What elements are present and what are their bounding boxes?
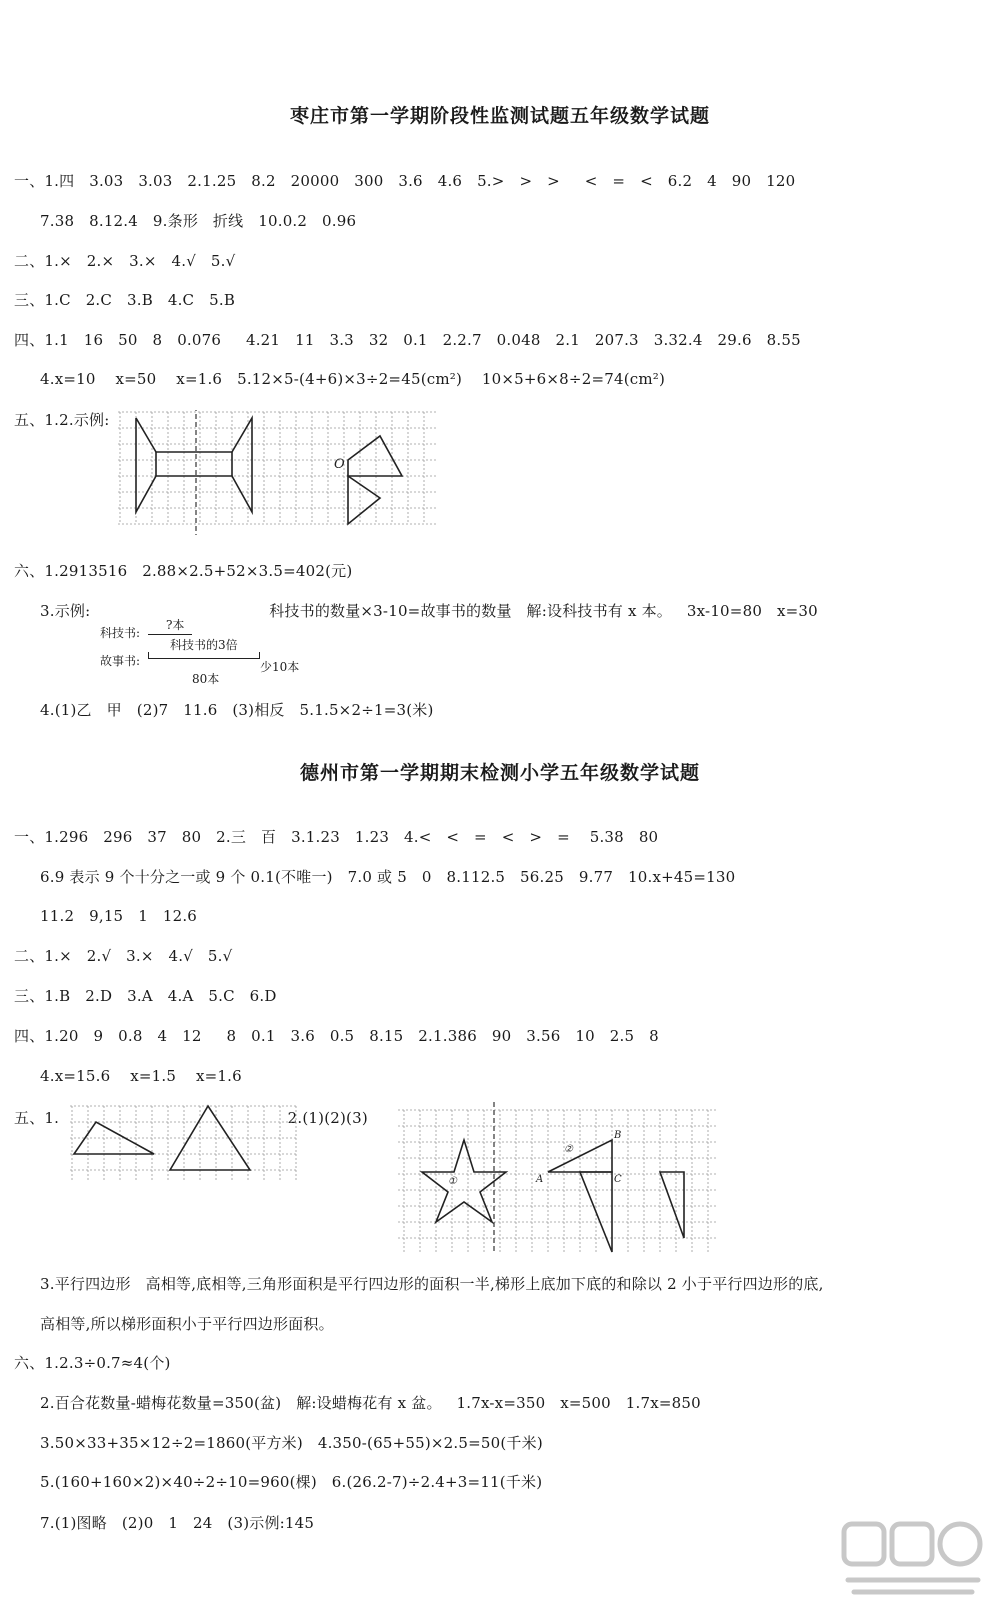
diagram-book1-bar — [148, 634, 192, 635]
section2-title: 德州市第一学期期末检测小学五年级数学试题 — [299, 762, 700, 784]
s2-point-a-label: A — [536, 1174, 544, 1185]
s2-line-15: 7.(1)图略 (2)0 1 24 (3)示例:145 — [40, 1514, 315, 1532]
s2-star-figure — [398, 1102, 718, 1254]
diagram-book2-bar — [148, 652, 260, 659]
s1-line-1: 一、1.四 3.03 3.03 2.1.25 8.2 20000 300 3.6 4.6 5.> > > < = < 6.2 4 90 120 — [14, 172, 796, 190]
s2-line-7: 4.x=15.6 x=1.5 x=1.6 — [40, 1067, 242, 1085]
s2-line-11: 六、1.2.3÷0.7≈4(个) — [14, 1354, 171, 1372]
segment-diagram — [100, 618, 310, 686]
s2-triangles-figure — [70, 1104, 300, 1184]
s1-line-7: 五、1.2.示例: — [14, 411, 110, 429]
diagram-book2-label: 故事书: — [100, 654, 141, 668]
s1-line-10: 4.(1)乙 甲 (2)7 11.6 (3)相反 5.1.5×2÷1=3(米) — [40, 701, 434, 719]
s2-line-1: 一、1.296 296 37 80 2.三 百 3.1.23 1.23 4.< < = < > = 5.38 80 — [14, 828, 659, 846]
diagram-less-label: 少10本 — [260, 660, 300, 674]
s2-circle2-label: ② — [564, 1144, 573, 1155]
diagram-times-label: 科技书的3倍 — [170, 638, 238, 652]
s2-line-2: 6.9 表示 9 个十分之一或 9 个 0.1(不唯一) 7.0 或 5 0 8.112.5 56.25 9.77 10.x+45=130 — [40, 868, 736, 886]
s2-line-10: 高相等,所以梯形面积小于平行四边形面积。 — [40, 1315, 334, 1333]
s2-line-3: 11.2 9,15 1 12.6 — [40, 907, 198, 925]
s2-point-c-label: C — [614, 1174, 622, 1185]
s1-line-8: 六、1.2913516 2.88×2.5+52×3.5=402(元) — [14, 562, 353, 580]
diagram-book1-label: 科技书: — [100, 626, 141, 640]
s2-line-6: 四、1.20 9 0.8 4 12 8 0.1 3.6 0.5 8.15 2.1.386 90 3.56 10 2.5 8 — [14, 1027, 659, 1045]
s2-line-9: 3.平行四边形 高相等,底相等,三角形面积是平行四边形的面积一半,梯形上底加下底的和除以 2 小于平行四边形的底, — [40, 1275, 824, 1293]
diagram-question-label: ?本 — [166, 618, 185, 632]
section1-title: 枣庄市第一学期阶段性监测试题五年级数学试题 — [289, 105, 710, 127]
s2-line-14: 5.(160+160×2)×40÷2÷10=960(棵) 6.(26.2-7)÷2.4+3=11(千米) — [40, 1473, 543, 1491]
s2-circle1-label: ① — [448, 1176, 457, 1187]
s1-line-3: 二、1.× 2.× 3.× 4.√ 5.√ — [14, 252, 236, 270]
s2-line-8: 五、1. 2.(1)(2)(3) — [14, 1109, 368, 1127]
s2-line-13: 3.50×33+35×12÷2=1860(平方米) 4.350-(65+55)×2.5=50(千米) — [40, 1434, 543, 1452]
s1-line-2: 7.38 8.12.4 9.条形 折线 10.0.2 0.96 — [40, 212, 357, 230]
watermark-logo — [838, 1518, 988, 1598]
s2-line-4: 二、1.× 2.√ 3.× 4.√ 5.√ — [14, 947, 233, 965]
s2-line-12: 2.百合花数量-蜡梅花数量=350(盆) 解:设蜡梅花有 x 盆。 1.7x-x=350 x=500 1.7x=850 — [40, 1394, 701, 1412]
s1-grid-figure — [118, 410, 448, 538]
s1-point-o-label: O — [334, 457, 345, 472]
s2-line-5: 三、1.B 2.D 3.A 4.A 5.C 6.D — [14, 987, 277, 1005]
s2-point-b-label: B — [614, 1130, 622, 1141]
s1-line-9: 3.示例: 科技书的数量×3-10=故事书的数量 解:设科技书有 x 本。 3x-10=80 x=30 — [40, 602, 818, 620]
diagram-total-label: 80本 — [192, 672, 220, 686]
s1-line-6: 4.x=10 x=50 x=1.6 5.12×5-(4+6)×3÷2=45(cm²) 10×5+6×8÷2=74(cm²) — [40, 370, 666, 388]
s1-line-4: 三、1.C 2.C 3.B 4.C 5.B — [14, 291, 236, 309]
s1-line-5: 四、1.1 16 50 8 0.076 4.21 11 3.3 32 0.1 2.2.7 0.048 2.1 207.3 3.32.4 29.6 8.55 — [14, 331, 801, 349]
